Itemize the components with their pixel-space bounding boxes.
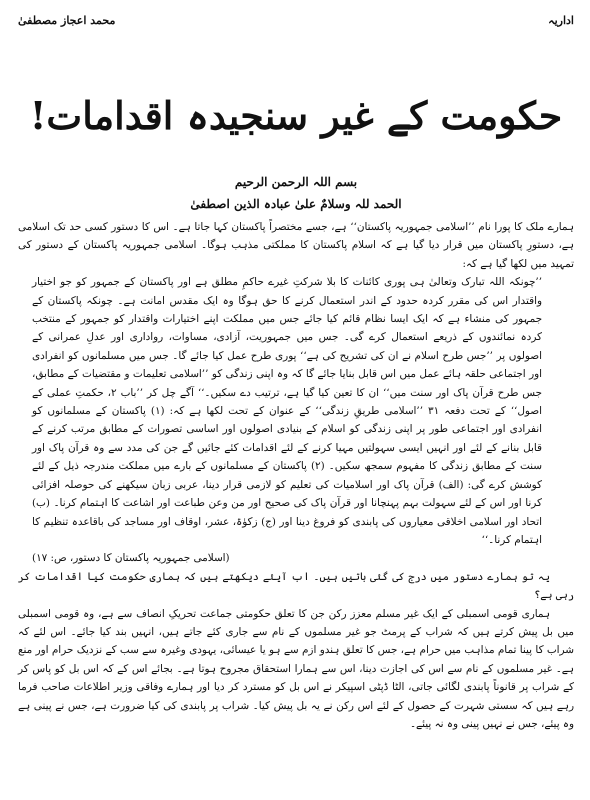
constitution-quote: ’’چونکہ اللہ تبارک وتعالیٰ ہی پوری کائنات کا بلا شرکتِ غیرے حاکمِ مطلق ہے اور پاکستان کے جمہور کو جو اختیار واقتدار اس کی مقرر کردہ حدود کے اندر استعمال کرنے کا حق ہوگا وہ ایک مقدس امانت ہے۔ چونکہ پاکستان کے جمہور کی منشاء ہے کہ ایک ایسا نظام قائم کیا جائے جس میں مملکت اپنے اختیارات واقتدار کو جمہور کے منتخب کردہ نمائندوں کے ذریعے استعمال کرے گی۔ جس میں جمہوریت، آزادی، مساوات، رواداری اور عدلِ عمرانی کے اصولوں پر ’’جس طرح اسلام نے ان کی تشریح کی ہے‘‘ پوری طرح عمل کیا جائے گا۔ جس میں مسلمانوں کو انفرادی اور اجتماعی حلقہ ہائے عمل میں اس قابل بنایا جائے گا کہ وہ اپنی زندگی کو ’’اسلامی تعلیمات و مقتضیات کے مطابق، جس طرح قرآن پاک اور سنت میں‘‘ ان کا تعین کیا گیا ہے، ترتیب دے سکیں۔‘‘ آگے چل کر ’’باب ۲، حکمتِ عملی کے اصول‘‘ کے تحت دفعہ ۳۱ ’’اسلامی طریقِ زندگی‘‘ کے عنوان کے تحت لکھا ہے کہ: (۱) پاکستان کے مسلمانوں کو انفرادی اور اجتماعی طور پر اپنی زندگی کو اسلام کے بنیادی اصولوں اور اساسی تصورات کے مطابق مرتب کرنے کے قابل بنانے کے لئے اور انہیں ایسی سہولتیں مہیا کرنے کے لئے اقدامات کئے جائیں گے جن کی مدد سے وہ قرآن پاک اور سنت کے مطابق زندگی کا مفہوم سمجھ سکیں۔ (۲) پاکستان کے مسلمانوں کے بارے میں مملکت مندرجہ ذیل کے لئے کوشش کرے گی: (الف) قرآن پاک اور اسلامیات کی تعلیم کو لازمی قرار دینا، عربی زبان سیکھنے کی حوصلہ افزائی کرنا اور اس کے لئے سہولت بہم پہنچانا اور قرآن پاک کی صحیح اور من وعن طباعت اور اشاعت کا اہتمام کرنا۔ (ب) اتحاد اور اسلامی اخلاقی معیاروں کی پابندی کو فروغ دینا اور (ج) زکوٰۃ، عشر، اوقاف اور مساجد کی باقاعدہ تنظیم کا اہتمام کرنا۔‘‘ — [32, 276, 542, 546]
section-label: اداریہ — [548, 14, 574, 27]
quote-reference-row — [18, 549, 574, 567]
article-body — [18, 218, 574, 733]
page-header — [18, 14, 574, 32]
intro-paragraph: ہمارے ملک کا پورا نام ’’اسلامی جمہوریہ پاکستان‘‘ ہے، جسے مختصراً پاکستان کہا جاتا ہے۔ اس کا دستور کسی حد تک اسلامی ہے، دستورِ پاکستان میں قرار دیا گیا ہے کہ اسلام پاکستان کا مملکتی مذہب ہوگا۔ اسلامی جمہوریہ پاکستان کے دستور کی تمہید میں لکھا گیا ہے کہ: — [18, 221, 574, 270]
hamd-line: الحمد للہ وسلامٌ علیٰ عبادہ الذین اصطفیٰ — [190, 197, 402, 211]
paragraph: ہماری قومی اسمبلی کے ایک غیر مسلم معزز رکن جن کا تعلق حکومتی جماعت تحریکِ انصاف سے ہے، وہ قومی اسمبلی میں بل پیش کرتے ہیں کہ شراب کے پرمٹ جو غیر مسلموں کے نام سے جاری کئے جاتے ہیں، انہیں بند کیا جائے۔ اس لئے کہ شراب کا پینا تمام مذاہب میں حرام ہے، جس کا تعلق ہندو ازم سے ہو یا عیسائی، یہودی وغیرہ سے سب کے نزدیک حرام اور منع ہے۔ غیر مسلموں کے نام سے اس کی اجازت دینا، اس سے ہمارا استحقاق مجروح ہوتا ہے۔ بجائے اس کے کہ اس بل کو پاس کر کے شراب پر قانوناً پابندی لگائی جاتی، الٹا ڈپٹی اسپیکر نے اس بل کو مسترد کر دیا اور ہمارے وفاقی وزیر اطلاعات صاحب فرما رہے ہیں کہ سستی شہرت کے حصول کے لئے اس رکن نے یہ بل پیش کیا۔ شراب پر پابندی کی کیا ضرورت ہے، جس نے پینی ہے وہ پیئے، جس نے نہیں پینی وہ نہ پیئے۔ — [18, 607, 574, 730]
article-title: حکومت کے غیر سنجیدہ اقدامات! — [29, 93, 563, 138]
quote-reference: (اسلامی جمہوریہ پاکستان کا دستور، ص: ۱۷) — [32, 552, 230, 565]
author-name: محمد اعجاز مصطفیٰ — [18, 14, 116, 27]
article-paragraphs — [18, 568, 574, 734]
bismillah: بسم اللہ الرحمن الرحیم — [234, 175, 358, 189]
paragraph: یہ تو ہمارے دستور میں درج کی گئی باتیں ہیں۔ اب آیئے دیکھتے ہیں کہ ہماری حکومت کیا اقدامات کر رہی ہے؟ — [18, 570, 574, 602]
